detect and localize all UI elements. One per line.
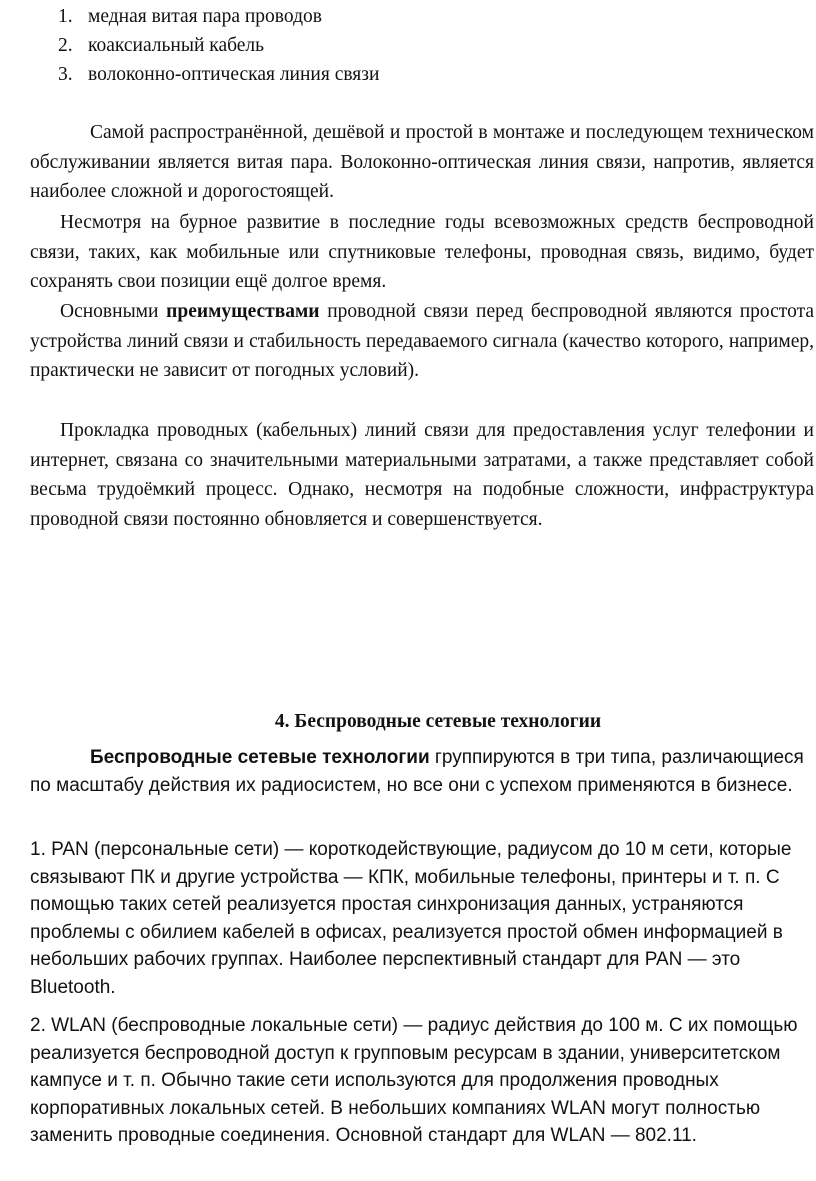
section-heading: 4. Беспроводные сетевые технологии xyxy=(274,711,602,732)
pan-description: 1. PAN (персональные сети) — короткодействующие, радиусом до 10 м сети, которые связывают ПК и другие устройства — КПК, мобильные телефоны, принтеры и т. п. С помощью таких сетей реализуется простая синхронизация данных, устраняются проблемы с обилием кабелей в офисах, реализуется простой обмен информацией в небольших рабочих группах. Наиболее перспективный стандарт для PAN — это Bluetooth. xyxy=(30,839,792,998)
list-item-number: 1. xyxy=(58,6,73,27)
section-intro-bold-term: Беспроводные сетевые технологии xyxy=(90,747,430,768)
paragraph-advantages xyxy=(30,297,814,386)
wlan-description: 2. WLAN (беспроводные локальные сети) — радиус действия до 100 м. С их помощью реализуется беспроводной доступ к групповым ресурсам в здании, университетском кампусе и т. п. Обычно такие сети используются для продолжения проводных корпоративных локальных сетей. В небольших компаниях WLAN могут полностью заменить проводные соединения. Основной стандарт для WLAN — 802.11. xyxy=(30,1015,798,1146)
section-intro xyxy=(30,744,816,799)
list-item-number: 2. xyxy=(58,35,73,56)
list-item-number: 3. xyxy=(58,64,73,85)
paragraph-twisted-pair: Самой распространённой, дешёвой и простой в монтаже и последующем техническом обслуживании является витая пара. Волоконно-оптическая линия связи, напротив, является наиболее сложной и дорогостоящей. xyxy=(30,122,814,202)
advantages-bold-term: преимуществами xyxy=(166,301,320,322)
paragraph-wired-development: Несмотря на бурное развитие в последние годы всевозможных средств беспроводной связи, таких, как мобильные или спутниковые телефоны, проводная связь, видимо, будет сохранять свои позиции ещё долгое время. xyxy=(30,212,814,292)
list-item-text: медная витая пара проводов xyxy=(88,6,322,27)
paragraph-cable-laying: Прокладка проводных (кабельных) линий связи для предоставления услуг телефонии и интернет, связана со значительными материальными затратами, а также представляет собой весьма трудоёмкий процесс. Однако, несмотря на подобные сложности, инфраструктура проводной связи постоянно обновляется и совершенствуется. xyxy=(30,420,814,530)
advantages-text-end: проводной связи перед беспроводной являются простота устройства линий связи и стабильность передаваемого сигнала (качество которого, например, практически не зависит от погодных условий). xyxy=(30,301,814,381)
section-intro-text: группируются в три типа, различающиеся по масштабу действия их радиосистем, но все они с успехом применяются в бизнесе. xyxy=(30,747,804,796)
list-item-text: коаксиальный кабель xyxy=(88,35,265,56)
advantages-text-start: Основными xyxy=(60,301,167,322)
list-item-text: волоконно-оптическая линия связи xyxy=(88,64,380,85)
